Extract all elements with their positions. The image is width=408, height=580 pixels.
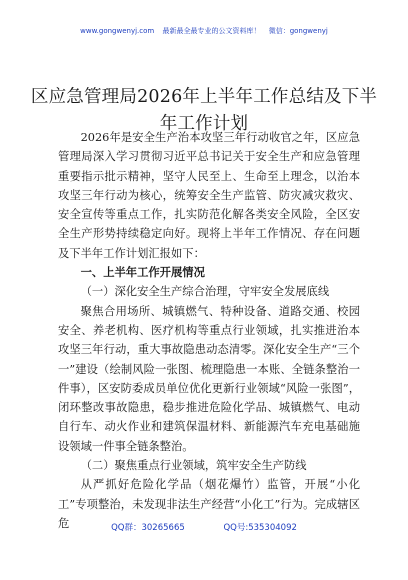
- qq-number: QQ号:535304092: [223, 523, 297, 533]
- site-header: [0, 26, 408, 36]
- body-paragraph: 聚焦合用场所、城镇燃气、特种设备、道路交通、校园安全、养老机构、医疗机构等重点行业领域，扎实推进治本攻坚三年行动，重大事故隐患动态清零。深化安全生产“三个一”建设（绘制风险一张图、梳理隐患一本账、全链条整治一件事），区安防委成员单位优化更新行业领域“风险一张图”，闭环整改事故隐患，稳步推进危险化学品、城镇燃气、电动自行车、动火作业和建筑保温材料、新能源汽车充电基础施设领域一件事全链条整治。: [58, 304, 360, 453]
- site-slogan: 最新最全最专业的公文资料库！: [162, 27, 261, 35]
- site-footer: [0, 521, 408, 533]
- body-paragraph: 从严抓好危险化学品（烟花爆竹）监管，开展“小化工”专项整治，未发现非法生产经营“小化工”行为。完成辖区危: [58, 478, 360, 530]
- intro-paragraph: 2026年是安全生产治本攻坚三年行动收官之年，区应急管理局深入学习贯彻习近平总书记关于安全生产和应急管理重要指示批示精神，坚守人民至上、生命至上理念，以治本攻坚三年行动为核心，统筹安全生产监管、防灾减灾救灾、安全宣传等重点工作，扎实防范化解各类安全风险，全区安全生产形势持续稳定向好。现将上半年工作情况、存在问题及下半年工作计划汇报如下：: [58, 131, 360, 260]
- subsection-heading-1: （一）深化安全生产综合治理，守牢安全发展底线: [80, 285, 330, 299]
- document-title: 区应急管理局2026年上半年工作总结及下半年工作计划: [30, 86, 378, 134]
- site-url-link[interactable]: www.gongwenyj.com: [80, 27, 155, 35]
- section-heading-1: 一、上半年工作开展情况: [80, 266, 205, 280]
- document-body: [58, 128, 360, 533]
- wechat-id: 微信：gongwenyj: [268, 27, 328, 35]
- qq-group: QQ群：30265665: [111, 523, 185, 533]
- subsection-heading-2: （二）聚焦重点行业领域，筑牢安全生产防线: [80, 459, 307, 473]
